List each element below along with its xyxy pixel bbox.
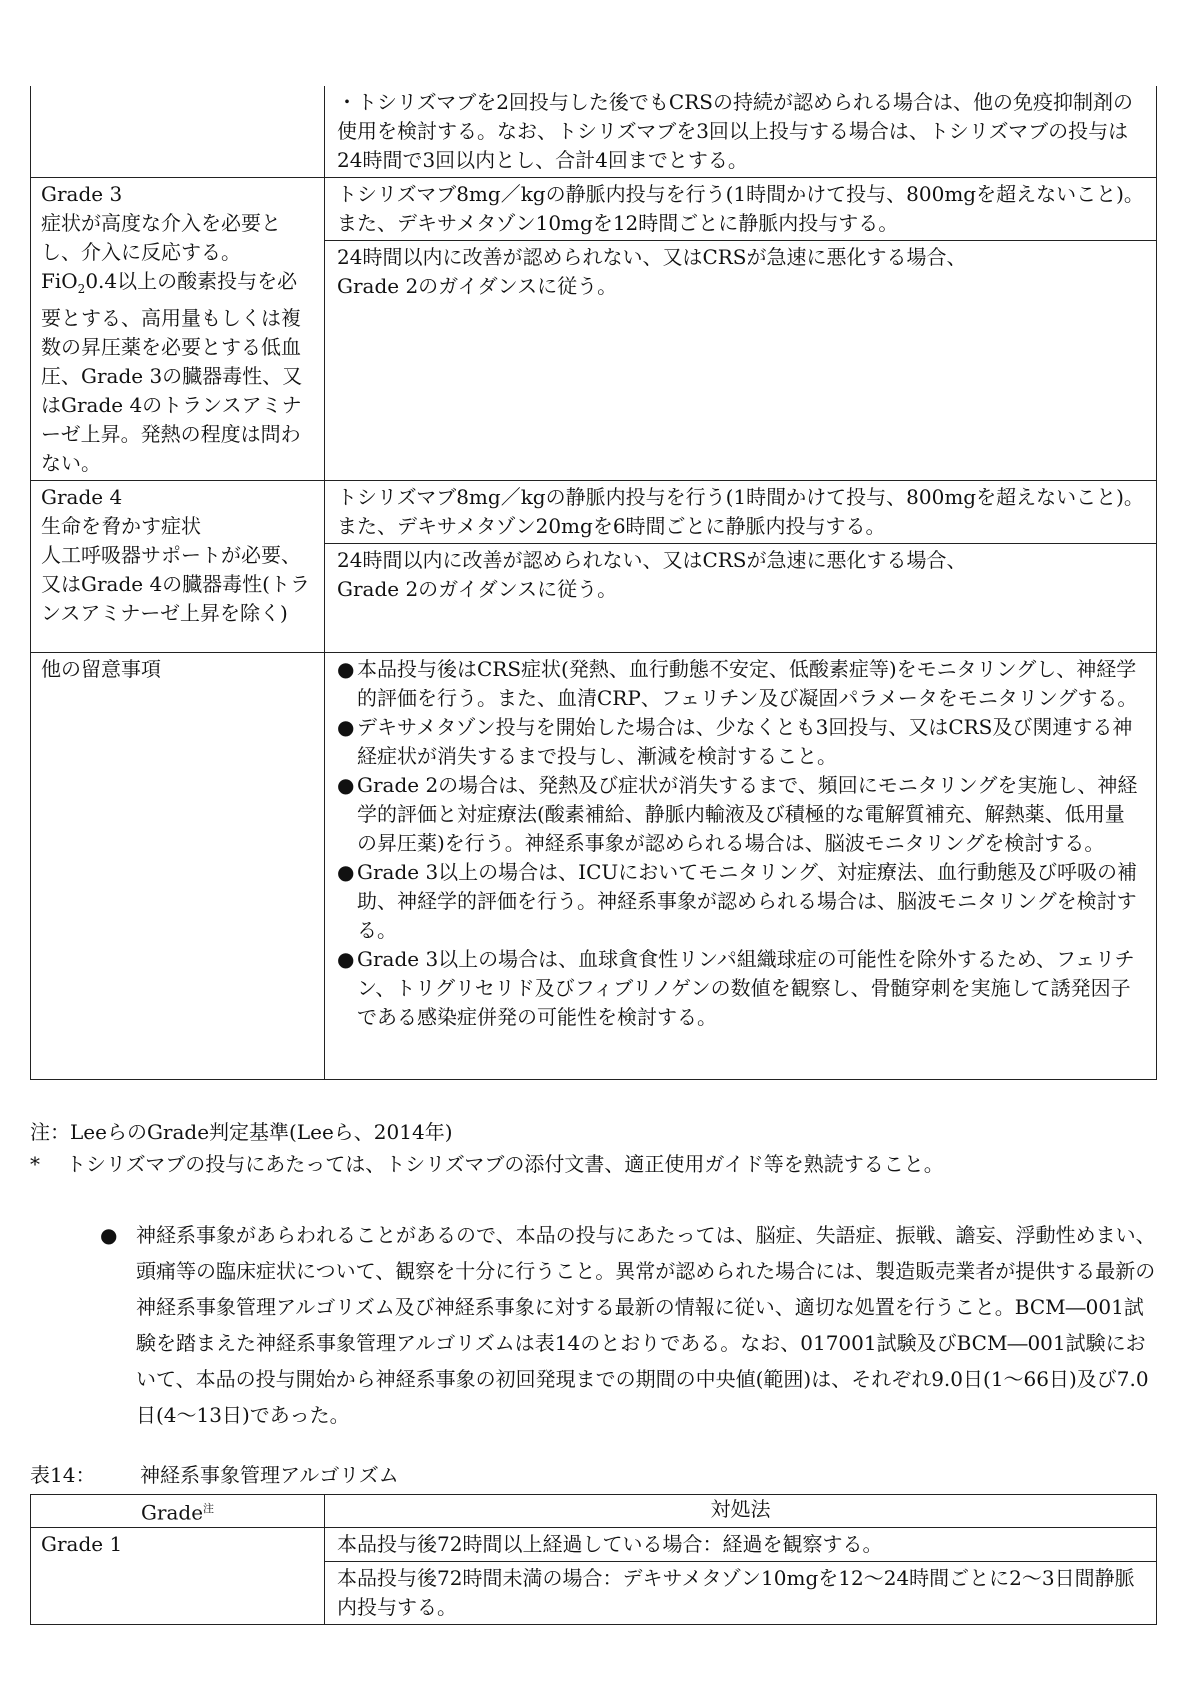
header-treatment: 対処法 xyxy=(710,1497,771,1521)
list-item-text: 本品投与後はCRS症状(発熱、血行動態不安定、低酸素症等)をモニタリングし、神経学的評価を行う。また、血清CRP、フェリチン及び凝固パラメータをモニタリングする。 xyxy=(357,657,1138,710)
list-item-text: Grade 3以上の場合は、血球貪食性リンパ組織球症の可能性を除外するため、フェリチン、トリグリセリド及びフィブリノゲンの数値を観察し、骨髄穿刺を実施して誘発因子である感染症併発の可能性を検討する。 xyxy=(357,947,1135,1029)
treatment-cell: 本品投与後72時間未満の場合：デキサメタゾン10mgを12～24時間ごとに2～3日間静脈内投与する。 xyxy=(325,1561,1156,1624)
treatment-cell xyxy=(325,240,1156,480)
treatment-line: Grade 2のガイダンスに従う。 xyxy=(337,274,618,298)
bullet-icon: ● xyxy=(337,657,355,681)
footnote-grade-criteria: 注：LeeらのGrade判定基準(Leeら、2014年) xyxy=(30,1120,453,1144)
bullet-icon: ● xyxy=(100,1223,118,1247)
list-item xyxy=(337,655,1144,713)
table-number: 表14： xyxy=(30,1463,96,1487)
grade-criteria-detail: 人工呼吸器サポートが必要、又はGrade 4の臓器毒性(トランスアミナーゼ上昇を除く) xyxy=(41,543,310,625)
crs-management-table xyxy=(30,86,1157,1080)
treatment-cell: 本品投与後72時間以上経過している場合：経過を観察する。 xyxy=(337,1531,883,1556)
list-item-text: Grade 2の場合は、発熱及び症状が消失するまで、頻回にモニタリングを実施し、神経学的評価と対症療法(酸素補給、静脈内輸液及び積極的な電解質補充、解熱薬、低用量の昇圧薬)を行う。神経系事象が認められる場合は、脳波モニタリングを検討する。 xyxy=(357,773,1138,855)
table-header xyxy=(31,1495,1156,1528)
fio2-subscript: 2 xyxy=(77,282,86,296)
grade-cell xyxy=(31,481,325,652)
treatment-cell: トシリズマブ8mg／kgの静脈内投与を行う(1時間かけて投与、800mgを超えないこと)。また、デキサメタゾン10mgを12時間ごとに静脈内投与する。 xyxy=(337,182,1144,235)
list-item xyxy=(337,858,1144,945)
grade-label: Grade 4 xyxy=(41,485,123,509)
list-item-text: Grade 3以上の場合は、ICUにおいてモニタリング、対症療法、血行動態及び呼吸の補助、神経学的評価を行う。神経系事象が認められる場合は、脳波モニタリングを検討する。 xyxy=(357,860,1138,942)
table-row xyxy=(31,86,1156,178)
header-grade xyxy=(31,1495,325,1527)
table-title: 神経系事象管理アルゴリズム xyxy=(140,1463,399,1487)
grade-label: Grade 1 xyxy=(31,1528,325,1624)
bullet-icon: ● xyxy=(337,947,355,971)
grade-criteria-detail xyxy=(41,267,314,478)
footnote-text: トシリズマブの投与にあたっては、トシリズマブの添付文書、適正使用ガイド等を熟読すること。 xyxy=(66,1152,944,1176)
treatment-line: 24時間以内に改善が認められない、又はCRSが急速に悪化する場合、 xyxy=(337,245,967,269)
list-item xyxy=(337,945,1144,1032)
fio2-text: FiO xyxy=(41,269,78,293)
bullet-icon: ● xyxy=(337,715,355,739)
neurological-events-paragraph xyxy=(100,1217,1158,1433)
note-superscript: 注 xyxy=(203,1502,215,1515)
grade-criteria: 生命を脅かす症状 xyxy=(41,514,201,538)
neuro-management-table xyxy=(30,1494,1157,1625)
list-item xyxy=(337,771,1144,858)
table-row-grade-3 xyxy=(31,178,1156,481)
grade-label: Grade 3 xyxy=(41,182,123,206)
asterisk-mark: * xyxy=(30,1152,40,1176)
grade-cell-empty xyxy=(31,86,325,177)
treatment-cell: トシリズマブ8mg／kgの静脈内投与を行う(1時間かけて投与、800mgを超えないこと)。また、デキサメタゾン20mgを6時間ごとに静脈内投与する。 xyxy=(337,485,1144,538)
treatment-line: 24時間以内に改善が認められない、又はCRSが急速に悪化する場合、 xyxy=(337,548,967,572)
paragraph-text: 神経系事象があらわれることがあるので、本品の投与にあたっては、脳症、失語症、振戦、譫妄、浮動性めまい、頭痛等の臨床症状について、観察を十分に行うこと。異常が認められた場合には、製造販売業者が提供する最新の神経系事象管理アルゴリズム及び神経系事象に対する最新の情報に従い、適切な処置を行うこと。BCM―001試験を踏まえた神経系事象管理アルゴリズムは表14のとおりである。なお、017001試験及びBCM―001試験において、本品の投与開始から神経系事象の初回発現までの期間の中央値(範囲)は、それぞれ9.0日(1～66日)及び7.0日(4～13日)であった。 xyxy=(136,1223,1156,1427)
table-row-grade-1 xyxy=(31,1528,1156,1625)
grade-criteria: 症状が高度な介入を必要とし、介入に反応する。 xyxy=(41,211,281,264)
criteria-text: 0.4以上の酸素投与を必要とする、高用量もしくは複数の昇圧薬を必要とする低血圧、Grade 3の臓器毒性、又はGrade 4のトランスアミナーゼ上昇。発熱の程度は問わない。 xyxy=(41,269,303,475)
footnote-tocilizumab xyxy=(30,1150,1157,1179)
treatment-line: Grade 2のガイダンスに従う。 xyxy=(337,577,618,601)
grade-cell xyxy=(31,178,325,480)
notes-cell xyxy=(325,653,1156,1079)
table-row-grade-4 xyxy=(31,481,1156,653)
treatment-cell xyxy=(325,543,1156,652)
bullet-icon: ● xyxy=(337,860,355,884)
header-grade-text: Grade xyxy=(140,1500,204,1525)
table-caption xyxy=(30,1461,1157,1490)
list-item-text: デキサメタゾン投与を開始した場合は、少なくとも3回投与、又はCRS及び関連する神経症状が消失するまで投与し、漸減を検討すること。 xyxy=(357,715,1133,768)
list-item xyxy=(337,713,1144,771)
treatment-cell: ・トシリズマブを2回投与した後でもCRSの持続が認められる場合は、他の免疫抑制剤の使用を検討する。なお、トシリズマブを3回以上投与する場合は、トシリズマブの投与は24時間で3回以内とし、合計4回までとする。 xyxy=(337,90,1133,172)
table-row-other-notes xyxy=(31,653,1156,1080)
notes-label: 他の留意事項 xyxy=(31,653,325,1079)
bullet-icon: ● xyxy=(337,773,355,797)
